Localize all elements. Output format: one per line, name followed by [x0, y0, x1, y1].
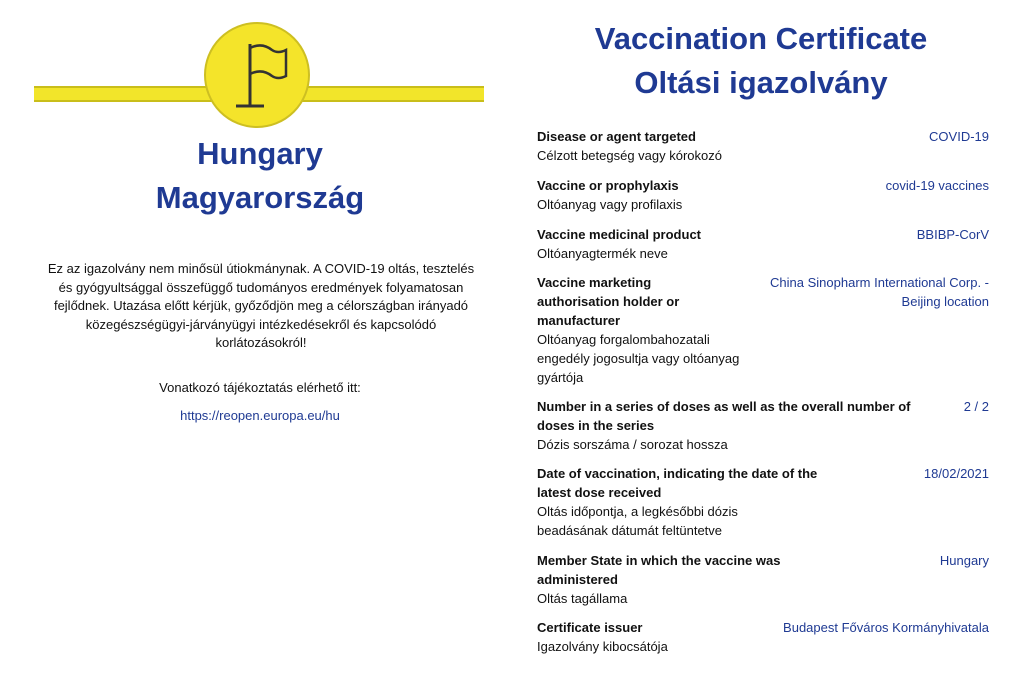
field-label: Disease or agent targeted	[537, 129, 696, 144]
field-sublabel: Dózis sorszáma / sorozat hossza	[537, 437, 728, 452]
field-issuer	[537, 618, 989, 656]
flag-emblem	[204, 22, 310, 128]
field-sublabel: Oltás időpontja, a legkésőbbi dózis beadásának dátumát feltüntetve	[537, 504, 738, 538]
field-label: Member State in which the vaccine was administered	[537, 553, 781, 587]
right-panel	[520, 0, 1024, 678]
field-value: 2 / 2	[963, 399, 989, 414]
certificate-title-en: Vaccination Certificate	[594, 21, 928, 56]
field-dose-number	[537, 397, 989, 454]
field-label: Vaccine or prophylaxis	[537, 178, 679, 193]
flag-icon	[206, 24, 308, 126]
field-value: covid-19 vaccines	[885, 178, 989, 193]
field-label: Number in a series of doses as well as the overall number of doses in the series	[537, 399, 911, 433]
certificate-title-hu: Oltási igazolvány	[634, 65, 888, 100]
field-sublabel: Célzott betegség vagy kórokozó	[537, 148, 722, 163]
info-label: Vonatkozó tájékoztatás elérhető itt:	[159, 380, 361, 395]
field-label: Vaccine medicinal product	[537, 227, 701, 242]
field-label: Date of vaccination, indicating the date of the latest dose received	[537, 466, 818, 500]
field-value: Hungary	[939, 553, 989, 568]
field-value: China Sinopharm International Corp. - Beijing location	[770, 275, 989, 309]
field-sublabel: Oltóanyagtermék neve	[537, 246, 668, 261]
field-vaccine	[537, 176, 989, 214]
field-value: BBIBP-CorV	[916, 227, 989, 242]
country-name-en: Hungary	[197, 136, 323, 171]
field-value: 18/02/2021	[923, 466, 989, 481]
field-value: COVID-19	[929, 129, 989, 144]
field-disease	[537, 127, 989, 165]
field-sublabel: Igazolvány kibocsátója	[537, 639, 668, 654]
field-vaccination-date	[537, 464, 989, 540]
info-link[interactable]: https://reopen.europa.eu/hu	[180, 408, 340, 423]
field-sublabel: Oltóanyag forgalombahozatali engedély jogosultja vagy oltóanyag gyártója	[537, 332, 740, 385]
field-product	[537, 225, 989, 263]
travel-notice: Ez az igazolvány nem minősül útiokmánynak. A COVID-19 oltás, tesztelés és gyógyultsággal összefüggő tudományos eredmények folyamatosan fejlődnek. Utazása előtt kérjük, győződjön meg a célországban irányadó közegészségügyi-járványügyi intézkedésekről és kapcsolódó korlátozásokról!	[47, 261, 475, 350]
field-label: Certificate issuer	[537, 620, 643, 635]
field-manufacturer	[537, 273, 989, 387]
field-value: Budapest Főváros Kormányhivatala	[783, 620, 989, 635]
country-name-hu: Magyarország	[155, 180, 365, 215]
field-sublabel: Oltóanyag vagy profilaxis	[537, 197, 683, 212]
field-sublabel: Oltás tagállama	[537, 591, 628, 606]
field-label: Vaccine marketing authorisation holder or manufacturer	[537, 275, 680, 328]
field-member-state	[537, 551, 989, 608]
